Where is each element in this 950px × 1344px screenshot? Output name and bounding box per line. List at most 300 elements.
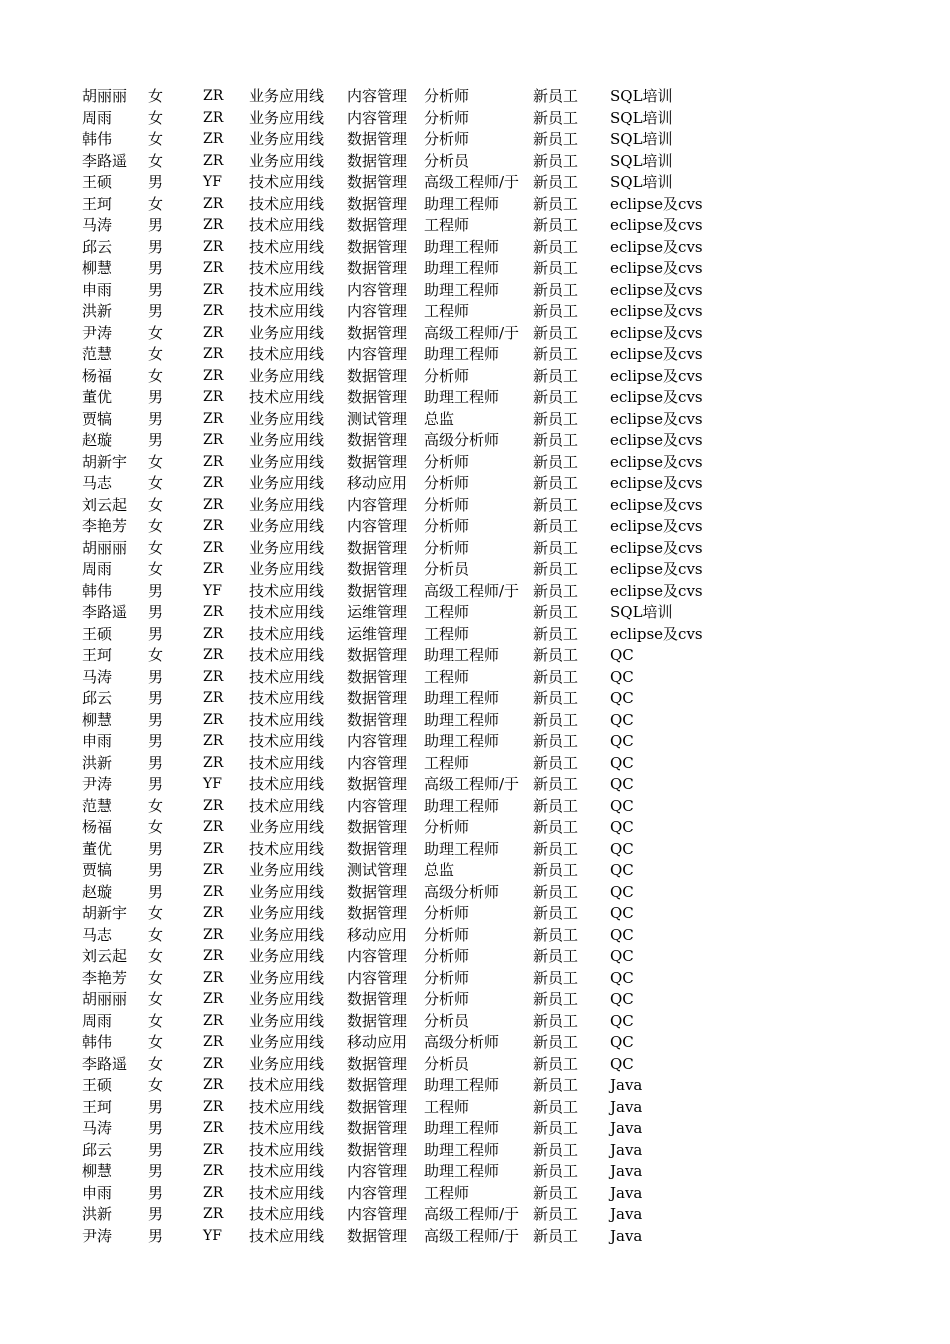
- department-cell: 运维管理: [347, 624, 408, 643]
- title-cell: 分析员: [424, 1011, 470, 1030]
- course-cell: QC: [610, 1033, 634, 1051]
- employee-type-cell: 新员工: [533, 689, 579, 707]
- title-cell: 助理工程师: [424, 689, 500, 707]
- employee-type-cell: 新员工: [533, 968, 579, 987]
- title-cell: 助理工程师: [424, 1076, 500, 1094]
- business-line-cell: 业务应用线: [249, 1011, 325, 1030]
- department-cell: 数据管理: [347, 581, 408, 600]
- business-line-cell: 技术应用线: [249, 1183, 325, 1202]
- gender-cell: 男: [148, 1226, 164, 1245]
- department-cell: 数据管理: [347, 237, 408, 256]
- name-cell: 胡新宇: [82, 904, 128, 922]
- name-cell: 王硕: [82, 624, 113, 643]
- business-line-cell: 技术应用线: [249, 1205, 325, 1223]
- department-cell: 数据管理: [347, 646, 408, 664]
- business-line-cell: 技术应用线: [249, 173, 325, 191]
- course-cell: QC: [610, 904, 634, 922]
- course-cell: eclipse及cvs: [610, 560, 703, 578]
- code-cell: ZR: [203, 281, 224, 298]
- department-cell: 数据管理: [347, 775, 408, 793]
- business-line-cell: 业务应用线: [249, 538, 325, 557]
- department-cell: 内容管理: [347, 108, 408, 127]
- title-cell: 助理工程师: [424, 1162, 500, 1180]
- department-cell: 数据管理: [347, 1011, 408, 1030]
- gender-cell: 女: [148, 1054, 164, 1073]
- employee-type-cell: 新员工: [533, 1226, 579, 1245]
- course-cell: QC: [610, 839, 634, 858]
- course-cell: QC: [610, 1011, 634, 1030]
- code-cell: ZR: [203, 1206, 224, 1222]
- gender-cell: 女: [148, 495, 164, 514]
- department-cell: 数据管理: [347, 689, 408, 707]
- code-cell: ZR: [203, 1098, 224, 1115]
- business-line-cell: 技术应用线: [249, 194, 325, 213]
- course-cell: eclipse及cvs: [610, 237, 703, 256]
- business-line-cell: 技术应用线: [249, 839, 325, 858]
- course-cell: eclipse及cvs: [610, 280, 703, 299]
- title-cell: 分析员: [424, 151, 470, 170]
- business-line-cell: 业务应用线: [249, 151, 325, 170]
- employee-type-cell: 新员工: [533, 775, 579, 793]
- department-cell: 数据管理: [347, 904, 408, 922]
- employee-type-cell: 新员工: [533, 1011, 579, 1030]
- title-cell: 助理工程师: [424, 839, 500, 858]
- employee-type-cell: 新员工: [533, 1140, 579, 1159]
- title-cell: 助理工程师: [424, 796, 500, 815]
- business-line-cell: 技术应用线: [249, 388, 325, 406]
- course-cell: eclipse及cvs: [610, 216, 703, 234]
- business-line-cell: 技术应用线: [249, 1140, 325, 1159]
- department-cell: 数据管理: [347, 1226, 408, 1245]
- business-line-cell: 业务应用线: [249, 1033, 325, 1051]
- name-cell: 李艳芳: [82, 968, 128, 987]
- business-line-cell: 业务应用线: [249, 108, 325, 127]
- gender-cell: 女: [148, 1011, 164, 1030]
- gender-cell: 男: [148, 689, 164, 707]
- code-cell: ZR: [203, 217, 224, 233]
- department-cell: 数据管理: [347, 216, 408, 234]
- business-line-cell: 技术应用线: [249, 345, 325, 363]
- course-cell: eclipse及cvs: [610, 474, 703, 492]
- course-cell: QC: [610, 689, 634, 707]
- course-cell: eclipse及cvs: [610, 388, 703, 406]
- employee-type-cell: 新员工: [533, 388, 579, 406]
- business-line-cell: 技术应用线: [249, 1119, 325, 1137]
- course-cell: Java: [610, 1097, 643, 1116]
- course-cell: SQL培训: [610, 87, 673, 105]
- business-line-cell: 业务应用线: [249, 861, 325, 879]
- department-cell: 内容管理: [347, 345, 408, 363]
- name-cell: 刘云起: [82, 495, 128, 514]
- employee-type-cell: 新员工: [533, 1119, 579, 1137]
- employee-type-cell: 新员工: [533, 409, 579, 428]
- employee-type-cell: 新员工: [533, 861, 579, 879]
- employee-type-cell: 新员工: [533, 194, 579, 213]
- name-cell: 申雨: [82, 280, 113, 299]
- business-line-cell: 业务应用线: [249, 130, 325, 148]
- course-cell: SQL培训: [610, 173, 673, 191]
- code-cell: ZR: [203, 1184, 224, 1201]
- department-cell: 数据管理: [347, 130, 408, 148]
- code-cell: ZR: [203, 260, 224, 276]
- gender-cell: 男: [148, 1097, 164, 1116]
- department-cell: 数据管理: [347, 667, 408, 686]
- department-cell: 数据管理: [347, 882, 408, 901]
- title-cell: 助理工程师: [424, 646, 500, 664]
- department-cell: 移动应用: [347, 474, 408, 492]
- gender-cell: 男: [148, 732, 164, 750]
- code-cell: ZR: [203, 1077, 224, 1093]
- department-cell: 内容管理: [347, 753, 408, 772]
- gender-cell: 男: [148, 667, 164, 686]
- employee-type-cell: 新员工: [533, 173, 579, 191]
- business-line-cell: 技术应用线: [249, 667, 325, 686]
- business-line-cell: 技术应用线: [249, 689, 325, 707]
- title-cell: 分析师: [424, 947, 470, 965]
- business-line-cell: 技术应用线: [249, 603, 325, 621]
- course-cell: QC: [610, 861, 634, 879]
- department-cell: 数据管理: [347, 323, 408, 342]
- name-cell: 王珂: [82, 1097, 113, 1116]
- gender-cell: 男: [148, 1140, 164, 1159]
- code-cell: ZR: [203, 1034, 224, 1050]
- title-cell: 分析师: [424, 87, 470, 105]
- business-line-cell: 技术应用线: [249, 216, 325, 234]
- business-line-cell: 业务应用线: [249, 904, 325, 922]
- code-cell: ZR: [203, 324, 224, 341]
- title-cell: 助理工程师: [424, 280, 500, 299]
- course-cell: eclipse及cvs: [610, 624, 703, 643]
- employee-type-cell: 新员工: [533, 108, 579, 127]
- employee-type-cell: 新员工: [533, 1097, 579, 1116]
- name-cell: 柳慧: [82, 259, 113, 277]
- name-cell: 韩伟: [82, 1033, 113, 1051]
- gender-cell: 男: [148, 882, 164, 901]
- business-line-cell: 业务应用线: [249, 517, 325, 535]
- gender-cell: 女: [148, 323, 164, 342]
- department-cell: 数据管理: [347, 818, 408, 836]
- title-cell: 总监: [424, 409, 455, 428]
- title-cell: 分析师: [424, 968, 470, 987]
- employee-type-cell: 新员工: [533, 216, 579, 234]
- course-cell: eclipse及cvs: [610, 431, 703, 449]
- code-cell: ZR: [203, 1163, 224, 1179]
- code-cell: ZR: [203, 1141, 224, 1158]
- employee-type-cell: 新员工: [533, 495, 579, 514]
- name-cell: 刘云起: [82, 947, 128, 965]
- gender-cell: 男: [148, 237, 164, 256]
- employee-type-cell: 新员工: [533, 839, 579, 858]
- gender-cell: 女: [148, 366, 164, 385]
- code-cell: ZR: [203, 1120, 224, 1136]
- title-cell: 高级工程师/于: [424, 775, 520, 793]
- gender-cell: 女: [148, 517, 164, 535]
- name-cell: 洪新: [82, 302, 113, 320]
- course-cell: eclipse及cvs: [610, 302, 703, 320]
- title-cell: 分析师: [424, 474, 470, 492]
- title-cell: 工程师: [424, 1183, 470, 1202]
- code-cell: ZR: [203, 647, 224, 663]
- department-cell: 数据管理: [347, 560, 408, 578]
- course-cell: SQL培训: [610, 130, 673, 148]
- code-cell: ZR: [203, 819, 224, 835]
- course-cell: eclipse及cvs: [610, 517, 703, 535]
- title-cell: 高级工程师/于: [424, 581, 520, 600]
- department-cell: 运维管理: [347, 603, 408, 621]
- gender-cell: 男: [148, 388, 164, 406]
- title-cell: 高级工程师/于: [424, 1205, 520, 1223]
- title-cell: 助理工程师: [424, 345, 500, 363]
- business-line-cell: 技术应用线: [249, 732, 325, 750]
- gender-cell: 男: [148, 173, 164, 191]
- department-cell: 数据管理: [347, 839, 408, 858]
- course-cell: QC: [610, 947, 634, 965]
- gender-cell: 女: [148, 968, 164, 987]
- gender-cell: 男: [148, 839, 164, 858]
- title-cell: 助理工程师: [424, 732, 500, 750]
- business-line-cell: 业务应用线: [249, 818, 325, 836]
- code-cell: ZR: [203, 453, 224, 470]
- employee-type-cell: 新员工: [533, 646, 579, 664]
- name-cell: 尹涛: [82, 323, 113, 342]
- gender-cell: 女: [148, 1076, 164, 1094]
- employee-type-cell: 新员工: [533, 947, 579, 965]
- employee-type-cell: 新员工: [533, 1205, 579, 1223]
- name-cell: 洪新: [82, 753, 113, 772]
- name-cell: 董优: [82, 839, 113, 858]
- employee-type-cell: 新员工: [533, 1162, 579, 1180]
- title-cell: 助理工程师: [424, 1119, 500, 1137]
- business-line-cell: 业务应用线: [249, 431, 325, 449]
- department-cell: 内容管理: [347, 280, 408, 299]
- code-cell: ZR: [203, 797, 224, 814]
- gender-cell: 男: [148, 259, 164, 277]
- code-cell: YF: [203, 582, 222, 599]
- employee-type-cell: 新员工: [533, 130, 579, 148]
- course-cell: QC: [610, 796, 634, 815]
- code-cell: ZR: [203, 432, 224, 448]
- name-cell: 申雨: [82, 732, 113, 750]
- gender-cell: 女: [148, 108, 164, 127]
- department-cell: 移动应用: [347, 925, 408, 944]
- department-cell: 数据管理: [347, 366, 408, 385]
- name-cell: 贾犒: [82, 861, 113, 879]
- business-line-cell: 业务应用线: [249, 452, 325, 471]
- business-line-cell: 技术应用线: [249, 775, 325, 793]
- business-line-cell: 技术应用线: [249, 1076, 325, 1094]
- code-cell: ZR: [203, 991, 224, 1007]
- code-cell: ZR: [203, 883, 224, 900]
- business-line-cell: 技术应用线: [249, 624, 325, 643]
- employee-type-cell: 新员工: [533, 474, 579, 492]
- name-cell: 马涛: [82, 216, 113, 234]
- employee-type-cell: 新员工: [533, 732, 579, 750]
- gender-cell: 男: [148, 603, 164, 621]
- code-cell: ZR: [203, 496, 224, 513]
- title-cell: 工程师: [424, 216, 470, 234]
- business-line-cell: 业务应用线: [249, 882, 325, 901]
- department-cell: 移动应用: [347, 1033, 408, 1051]
- business-line-cell: 技术应用线: [249, 710, 325, 729]
- course-cell: QC: [610, 1054, 634, 1073]
- name-cell: 李路遥: [82, 1054, 128, 1073]
- code-cell: ZR: [203, 604, 224, 620]
- name-cell: 王硕: [82, 1076, 113, 1094]
- course-cell: eclipse及cvs: [610, 538, 703, 557]
- employee-type-cell: 新员工: [533, 882, 579, 901]
- employee-type-cell: 新员工: [533, 796, 579, 815]
- department-cell: 内容管理: [347, 1162, 408, 1180]
- code-cell: ZR: [203, 109, 224, 126]
- gender-cell: 女: [148, 452, 164, 471]
- name-cell: 尹涛: [82, 775, 113, 793]
- course-cell: QC: [610, 753, 634, 772]
- course-cell: QC: [610, 990, 634, 1008]
- name-cell: 王珂: [82, 194, 113, 213]
- employee-type-cell: 新员工: [533, 259, 579, 277]
- business-line-cell: 业务应用线: [249, 925, 325, 944]
- code-cell: ZR: [203, 410, 224, 427]
- title-cell: 高级分析师: [424, 882, 500, 901]
- course-cell: eclipse及cvs: [610, 495, 703, 514]
- gender-cell: 女: [148, 130, 164, 148]
- gender-cell: 男: [148, 624, 164, 643]
- title-cell: 分析师: [424, 990, 470, 1008]
- name-cell: 胡丽丽: [82, 538, 128, 557]
- code-cell: ZR: [203, 475, 224, 491]
- employee-type-cell: 新员工: [533, 1054, 579, 1073]
- business-line-cell: 业务应用线: [249, 409, 325, 428]
- name-cell: 李艳芳: [82, 517, 128, 535]
- title-cell: 助理工程师: [424, 1140, 500, 1159]
- title-cell: 分析师: [424, 452, 470, 471]
- course-cell: QC: [610, 968, 634, 987]
- code-cell: ZR: [203, 905, 224, 921]
- code-cell: ZR: [203, 389, 224, 405]
- name-cell: 胡新宇: [82, 452, 128, 471]
- business-line-cell: 技术应用线: [249, 1097, 325, 1116]
- gender-cell: 女: [148, 1033, 164, 1051]
- gender-cell: 女: [148, 904, 164, 922]
- name-cell: 马志: [82, 925, 113, 944]
- title-cell: 工程师: [424, 753, 470, 772]
- department-cell: 测试管理: [347, 409, 408, 428]
- employee-type-cell: 新员工: [533, 1076, 579, 1094]
- code-cell: ZR: [203, 926, 224, 943]
- title-cell: 分析师: [424, 495, 470, 514]
- course-cell: eclipse及cvs: [610, 345, 703, 363]
- business-line-cell: 技术应用线: [249, 280, 325, 299]
- course-cell: eclipse及cvs: [610, 581, 703, 600]
- employee-type-cell: 新员工: [533, 1033, 579, 1051]
- course-cell: QC: [610, 925, 634, 944]
- name-cell: 贾犒: [82, 409, 113, 428]
- name-cell: 马志: [82, 474, 113, 492]
- employee-type-cell: 新员工: [533, 1183, 579, 1202]
- department-cell: 数据管理: [347, 1119, 408, 1137]
- code-cell: ZR: [203, 948, 224, 964]
- employee-type-cell: 新员工: [533, 667, 579, 686]
- title-cell: 分析师: [424, 366, 470, 385]
- department-cell: 数据管理: [347, 1054, 408, 1073]
- course-cell: QC: [610, 882, 634, 901]
- code-cell: ZR: [203, 346, 224, 362]
- department-cell: 数据管理: [347, 1097, 408, 1116]
- code-cell: ZR: [203, 88, 224, 104]
- business-line-cell: 技术应用线: [249, 1162, 325, 1180]
- title-cell: 分析师: [424, 108, 470, 127]
- name-cell: 韩伟: [82, 581, 113, 600]
- gender-cell: 男: [148, 216, 164, 234]
- department-cell: 数据管理: [347, 538, 408, 557]
- code-cell: ZR: [203, 754, 224, 771]
- department-cell: 数据管理: [347, 259, 408, 277]
- title-cell: 助理工程师: [424, 194, 500, 213]
- title-cell: 分析员: [424, 1054, 470, 1073]
- department-cell: 数据管理: [347, 194, 408, 213]
- title-cell: 工程师: [424, 1097, 470, 1116]
- business-line-cell: 业务应用线: [249, 495, 325, 514]
- name-cell: 申雨: [82, 1183, 113, 1202]
- title-cell: 分析师: [424, 925, 470, 944]
- code-cell: ZR: [203, 733, 224, 749]
- employee-type-cell: 新员工: [533, 990, 579, 1008]
- code-cell: ZR: [203, 131, 224, 147]
- code-cell: ZR: [203, 625, 224, 642]
- course-cell: QC: [610, 818, 634, 836]
- department-cell: 数据管理: [347, 452, 408, 471]
- department-cell: 数据管理: [347, 990, 408, 1008]
- department-cell: 内容管理: [347, 947, 408, 965]
- gender-cell: 女: [148, 194, 164, 213]
- title-cell: 总监: [424, 861, 455, 879]
- name-cell: 范慧: [82, 345, 113, 363]
- gender-cell: 女: [148, 818, 164, 836]
- course-cell: SQL培训: [610, 108, 673, 127]
- name-cell: 董优: [82, 388, 113, 406]
- department-cell: 内容管理: [347, 517, 408, 535]
- name-cell: 邱云: [82, 237, 113, 256]
- title-cell: 助理工程师: [424, 710, 500, 729]
- title-cell: 助理工程师: [424, 259, 500, 277]
- department-cell: 数据管理: [347, 173, 408, 191]
- name-cell: 柳慧: [82, 710, 113, 729]
- code-cell: YF: [203, 776, 222, 792]
- gender-cell: 男: [148, 409, 164, 428]
- employee-type-cell: 新员工: [533, 431, 579, 449]
- business-line-cell: 业务应用线: [249, 947, 325, 965]
- course-cell: Java: [610, 1119, 643, 1137]
- employee-type-cell: 新员工: [533, 710, 579, 729]
- employee-type-cell: 新员工: [533, 818, 579, 836]
- department-cell: 数据管理: [347, 1076, 408, 1094]
- employee-type-cell: 新员工: [533, 237, 579, 256]
- department-cell: 数据管理: [347, 151, 408, 170]
- course-cell: SQL培训: [610, 151, 673, 170]
- business-line-cell: 技术应用线: [249, 237, 325, 256]
- name-cell: 尹涛: [82, 1226, 113, 1245]
- business-line-cell: 业务应用线: [249, 560, 325, 578]
- code-cell: ZR: [203, 303, 224, 319]
- name-cell: 杨福: [82, 818, 113, 836]
- course-cell: Java: [610, 1183, 643, 1202]
- business-line-cell: 技术应用线: [249, 1226, 325, 1245]
- code-cell: ZR: [203, 152, 224, 169]
- business-line-cell: 业务应用线: [249, 323, 325, 342]
- gender-cell: 男: [148, 1119, 164, 1137]
- gender-cell: 男: [148, 1205, 164, 1223]
- department-cell: 内容管理: [347, 87, 408, 105]
